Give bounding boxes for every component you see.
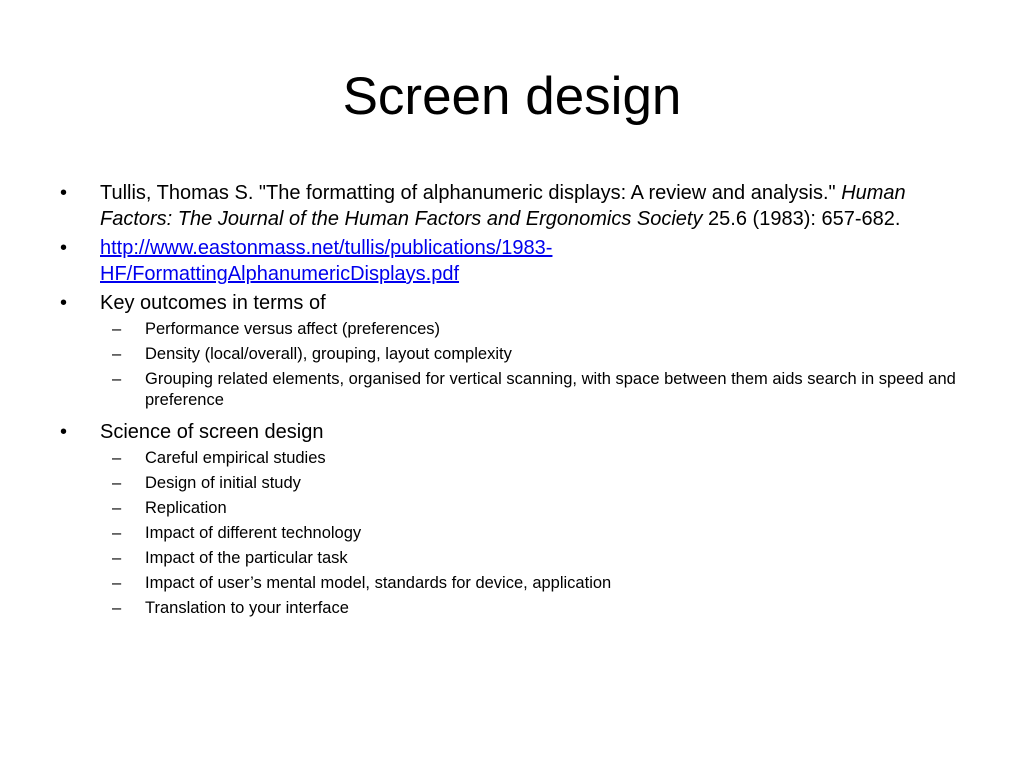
slide-content (60, 180, 980, 623)
bullet-marker: • (60, 182, 68, 204)
bullet-url (60, 235, 980, 287)
slide-title: Screen design (342, 67, 682, 126)
sub-bullet-text: Translation to your interface (145, 599, 349, 617)
sub-bullet-marker: – (112, 474, 122, 492)
bullet-marker: • (60, 292, 68, 314)
bullet-marker: • (60, 237, 68, 259)
sub-bullet (60, 344, 980, 365)
sub-bullet-marker: – (112, 499, 122, 517)
sub-bullet (60, 573, 980, 594)
sub-bullet-marker: – (112, 449, 122, 467)
sub-bullet-marker: – (112, 524, 122, 542)
sub-bullet (60, 319, 980, 340)
sub-bullet (60, 523, 980, 544)
sub-bullet (60, 473, 980, 494)
sub-bullet-text: Design of initial study (145, 474, 301, 492)
bullet-reference (60, 180, 980, 232)
reference-text-authors: Tullis, Thomas S. "The formatting of alphanumeric displays: A review and analysis." (100, 182, 842, 204)
sub-bullet (60, 598, 980, 619)
sub-bullet-marker: – (112, 345, 122, 363)
reference-text-volume: 25.6 (1983): 657-682. (702, 208, 901, 230)
bullet-label: Science of screen design (100, 421, 324, 443)
sub-bullet-text: Impact of user’s mental model, standards for device, application (145, 574, 612, 592)
bullet-key-outcomes (60, 290, 980, 316)
publication-link-line2[interactable]: HF/FormattingAlphanumericDisplays.pdf (100, 263, 460, 285)
sub-bullet-text: Grouping related elements, organised for vertical scanning, with space between them aids search in speed and preference (145, 370, 956, 409)
publication-link[interactable] (100, 237, 552, 285)
sub-bullet (60, 498, 980, 519)
bullet-science (60, 419, 980, 445)
sub-bullet-marker: – (112, 599, 122, 617)
sub-bullet (60, 448, 980, 469)
sub-bullet-text: Density (local/overall), grouping, layout complexity (145, 345, 512, 363)
reference-journal: Human Factors: The Journal of the Human Factors and Ergonomics Society (100, 182, 906, 230)
sub-bullet (60, 548, 980, 569)
sub-bullet-text: Replication (145, 499, 227, 517)
sub-bullet-text: Performance versus affect (preferences) (145, 320, 440, 338)
sub-bullet (60, 369, 980, 411)
bullet-label: Key outcomes in terms of (100, 292, 326, 314)
bullet-marker: • (60, 421, 68, 443)
sub-bullet-marker: – (112, 370, 122, 388)
sub-bullet-marker: – (112, 549, 122, 567)
sub-bullet-text: Careful empirical studies (145, 449, 326, 467)
sub-bullet-marker: – (112, 320, 122, 338)
sub-bullet-text: Impact of different technology (145, 524, 362, 542)
publication-link-line1[interactable]: http://www.eastonmass.net/tullis/publications/1983- (100, 237, 553, 259)
sub-bullet-text: Impact of the particular task (145, 549, 348, 567)
sub-bullet-marker: – (112, 574, 122, 592)
